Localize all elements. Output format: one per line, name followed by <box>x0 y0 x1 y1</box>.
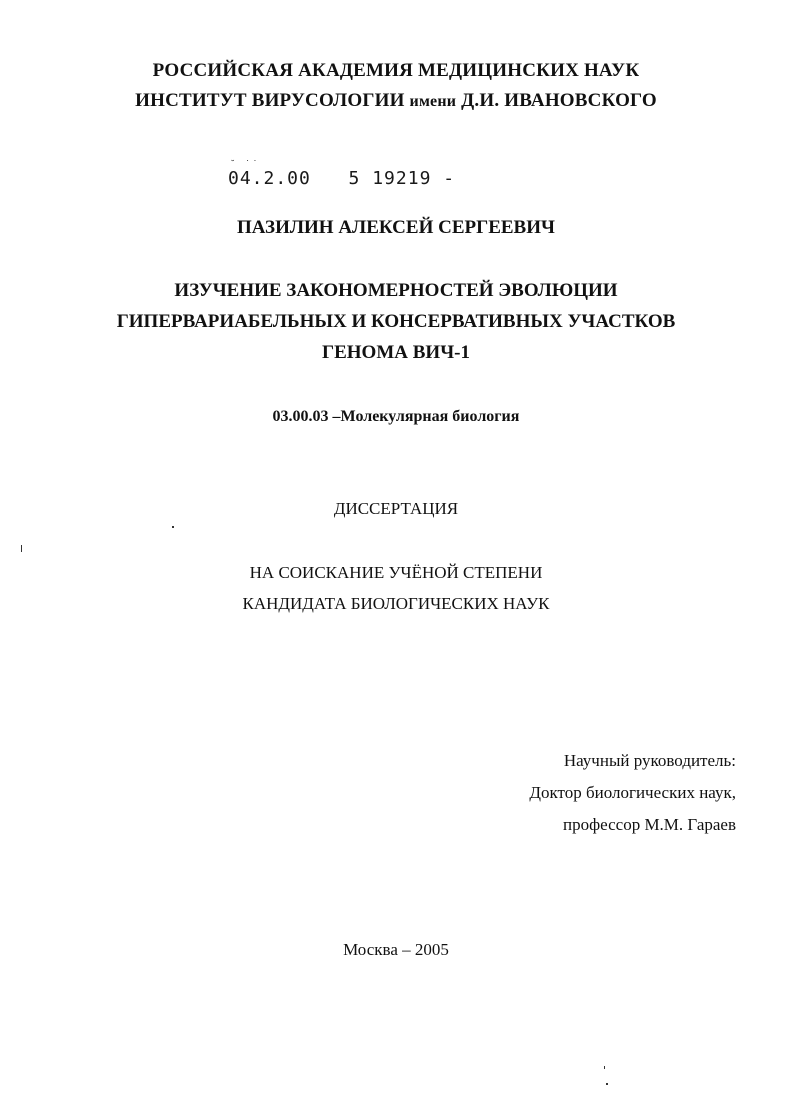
supervisor-name: профессор М.М. Гараев <box>563 815 736 834</box>
title-line-1: ИЗУЧЕНИЕ ЗАКОНОМЕРНОСТЕЙ ЭВОЛЮЦИИ <box>174 280 618 301</box>
scan-speck <box>172 526 174 528</box>
supervisor-label: Научный руководитель: <box>563 751 736 770</box>
institute-suffix: Д.И. ИВАНОВСКОГО <box>456 90 657 111</box>
library-stamp <box>228 160 456 189</box>
degree-line-2: КАНДИДАТА БИОЛОГИЧЕСКИХ НАУК <box>242 594 550 613</box>
scan-speck <box>604 1066 605 1069</box>
institute-name <box>0 90 792 112</box>
scan-speck <box>606 1083 608 1085</box>
city-year: Москва – 2005 <box>343 940 449 959</box>
title-line-3: ГЕНОМА ВИЧ-1 <box>322 342 470 363</box>
stamp-code-left: 04.2.00 <box>228 168 311 189</box>
scan-speck <box>21 545 22 552</box>
academy-name: РОССИЙСКАЯ АКАДЕМИЯ МЕДИЦИНСКИХ НАУК <box>152 60 640 81</box>
institute-named: имени <box>409 93 457 110</box>
document-type: ДИССЕРТАЦИЯ <box>333 499 459 518</box>
stamp-code-right: 5 19219 - <box>348 168 456 189</box>
degree-line-1: НА СОИСКАНИЕ УЧЁНОЙ СТЕПЕНИ <box>249 563 543 582</box>
specialty: 03.00.03 –Молекулярная биология <box>272 408 520 425</box>
title-line-2: ГИПЕРВАРИАБЕЛЬНЫХ И КОНСЕРВАТИВНЫХ УЧАСТКОВ <box>116 311 676 332</box>
stamp-dots: ˘ ˙˙ <box>230 160 260 170</box>
supervisor-degree: Доктор биологических наук, <box>529 783 736 802</box>
institute-prefix: ИНСТИТУТ ВИРУСОЛОГИИ <box>135 90 410 111</box>
author-name: ПАЗИЛИН АЛЕКСЕЙ СЕРГЕЕВИЧ <box>237 217 555 238</box>
